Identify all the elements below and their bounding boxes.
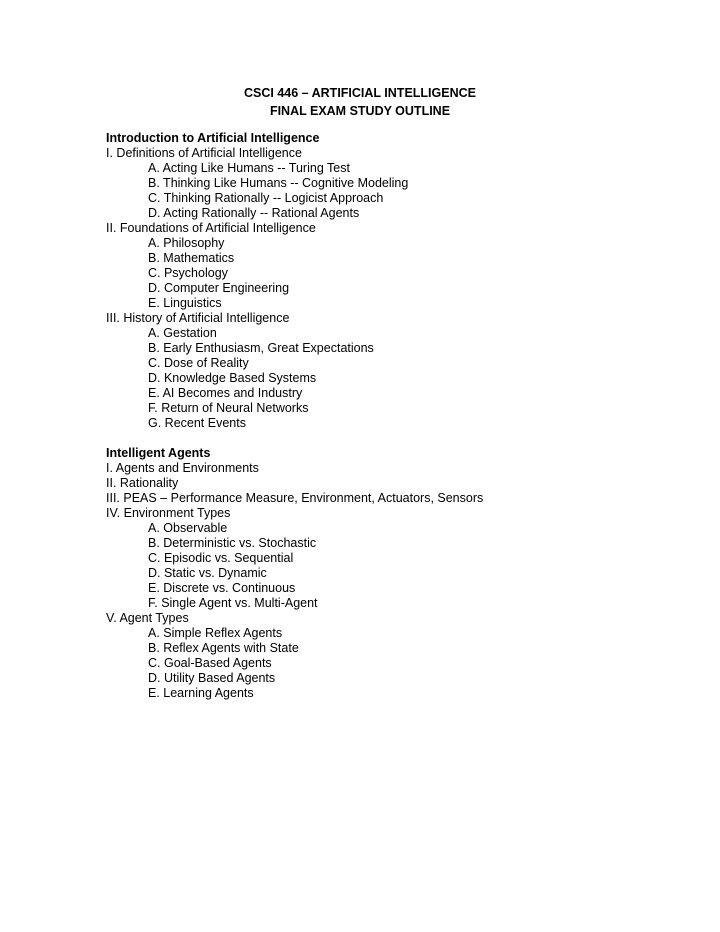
outline-subtopic: B. Early Enthusiasm, Great Expectations <box>148 341 374 355</box>
outline-subtopic: D. Computer Engineering <box>148 281 290 295</box>
document-title <box>0 84 720 120</box>
outline-subtopic: C. Thinking Rationally -- Logicist Approach <box>148 191 384 205</box>
outline-subtopic: D. Utility Based Agents <box>148 671 276 685</box>
outline-section-intelligent-agents <box>106 446 706 701</box>
outline-subtopic: A. Gestation <box>148 326 217 340</box>
title-line-outline: FINAL EXAM STUDY OUTLINE <box>269 104 451 118</box>
outline-topic: II. Foundations of Artificial Intelligence <box>106 221 316 235</box>
outline-subtopic: C. Psychology <box>148 266 228 280</box>
outline-subtopic: D. Static vs. Dynamic <box>148 566 267 580</box>
outline-subtopic: E. Linguistics <box>148 296 222 310</box>
outline-subtopic: A. Observable <box>148 521 228 535</box>
outline-subtopic: A. Acting Like Humans -- Turing Test <box>148 161 350 175</box>
outline-subtopic: B. Reflex Agents with State <box>148 641 299 655</box>
outline-subtopic: B. Mathematics <box>148 251 235 265</box>
outline-subtopic: D. Knowledge Based Systems <box>148 371 317 385</box>
outline-subtopic: A. Philosophy <box>148 236 225 250</box>
outline-subtopic: B. Deterministic vs. Stochastic <box>148 536 317 550</box>
outline-topic: V. Agent Types <box>106 611 189 625</box>
outline-topic: I. Definitions of Artificial Intelligence <box>106 146 302 160</box>
outline-subtopic: D. Acting Rationally -- Rational Agents <box>148 206 360 220</box>
outline-subtopic: E. Discrete vs. Continuous <box>148 581 296 595</box>
outline-subtopic: C. Dose of Reality <box>148 356 249 370</box>
title-line-course: CSCI 446 – ARTIFICIAL INTELLIGENCE <box>244 86 476 100</box>
section-heading: Introduction to Artificial Intelligence <box>106 131 320 145</box>
outline-subtopic: B. Thinking Like Humans -- Cognitive Modeling <box>148 176 409 190</box>
outline-subtopic: C. Episodic vs. Sequential <box>148 551 294 565</box>
outline-subtopic: F. Single Agent vs. Multi-Agent <box>148 596 318 610</box>
outline-subtopic: C. Goal-Based Agents <box>148 656 272 670</box>
outline-subtopic: E. AI Becomes and Industry <box>148 386 303 400</box>
outline-topic: III. History of Artificial Intelligence <box>106 311 290 325</box>
study-outline <box>106 131 706 716</box>
outline-topic: IV. Environment Types <box>106 506 231 520</box>
outline-subtopic: G. Recent Events <box>148 416 246 430</box>
outline-topic: III. PEAS – Performance Measure, Environment, Actuators, Sensors <box>106 491 484 505</box>
outline-topic: II. Rationality <box>106 476 179 490</box>
outline-subtopic: F. Return of Neural Networks <box>148 401 309 415</box>
outline-section-introduction-to-artificial-intelligence <box>106 131 706 431</box>
outline-subtopic: E. Learning Agents <box>148 686 254 700</box>
outline-topic: I. Agents and Environments <box>106 461 259 475</box>
outline-subtopic: A. Simple Reflex Agents <box>148 626 283 640</box>
section-heading: Intelligent Agents <box>106 446 211 460</box>
